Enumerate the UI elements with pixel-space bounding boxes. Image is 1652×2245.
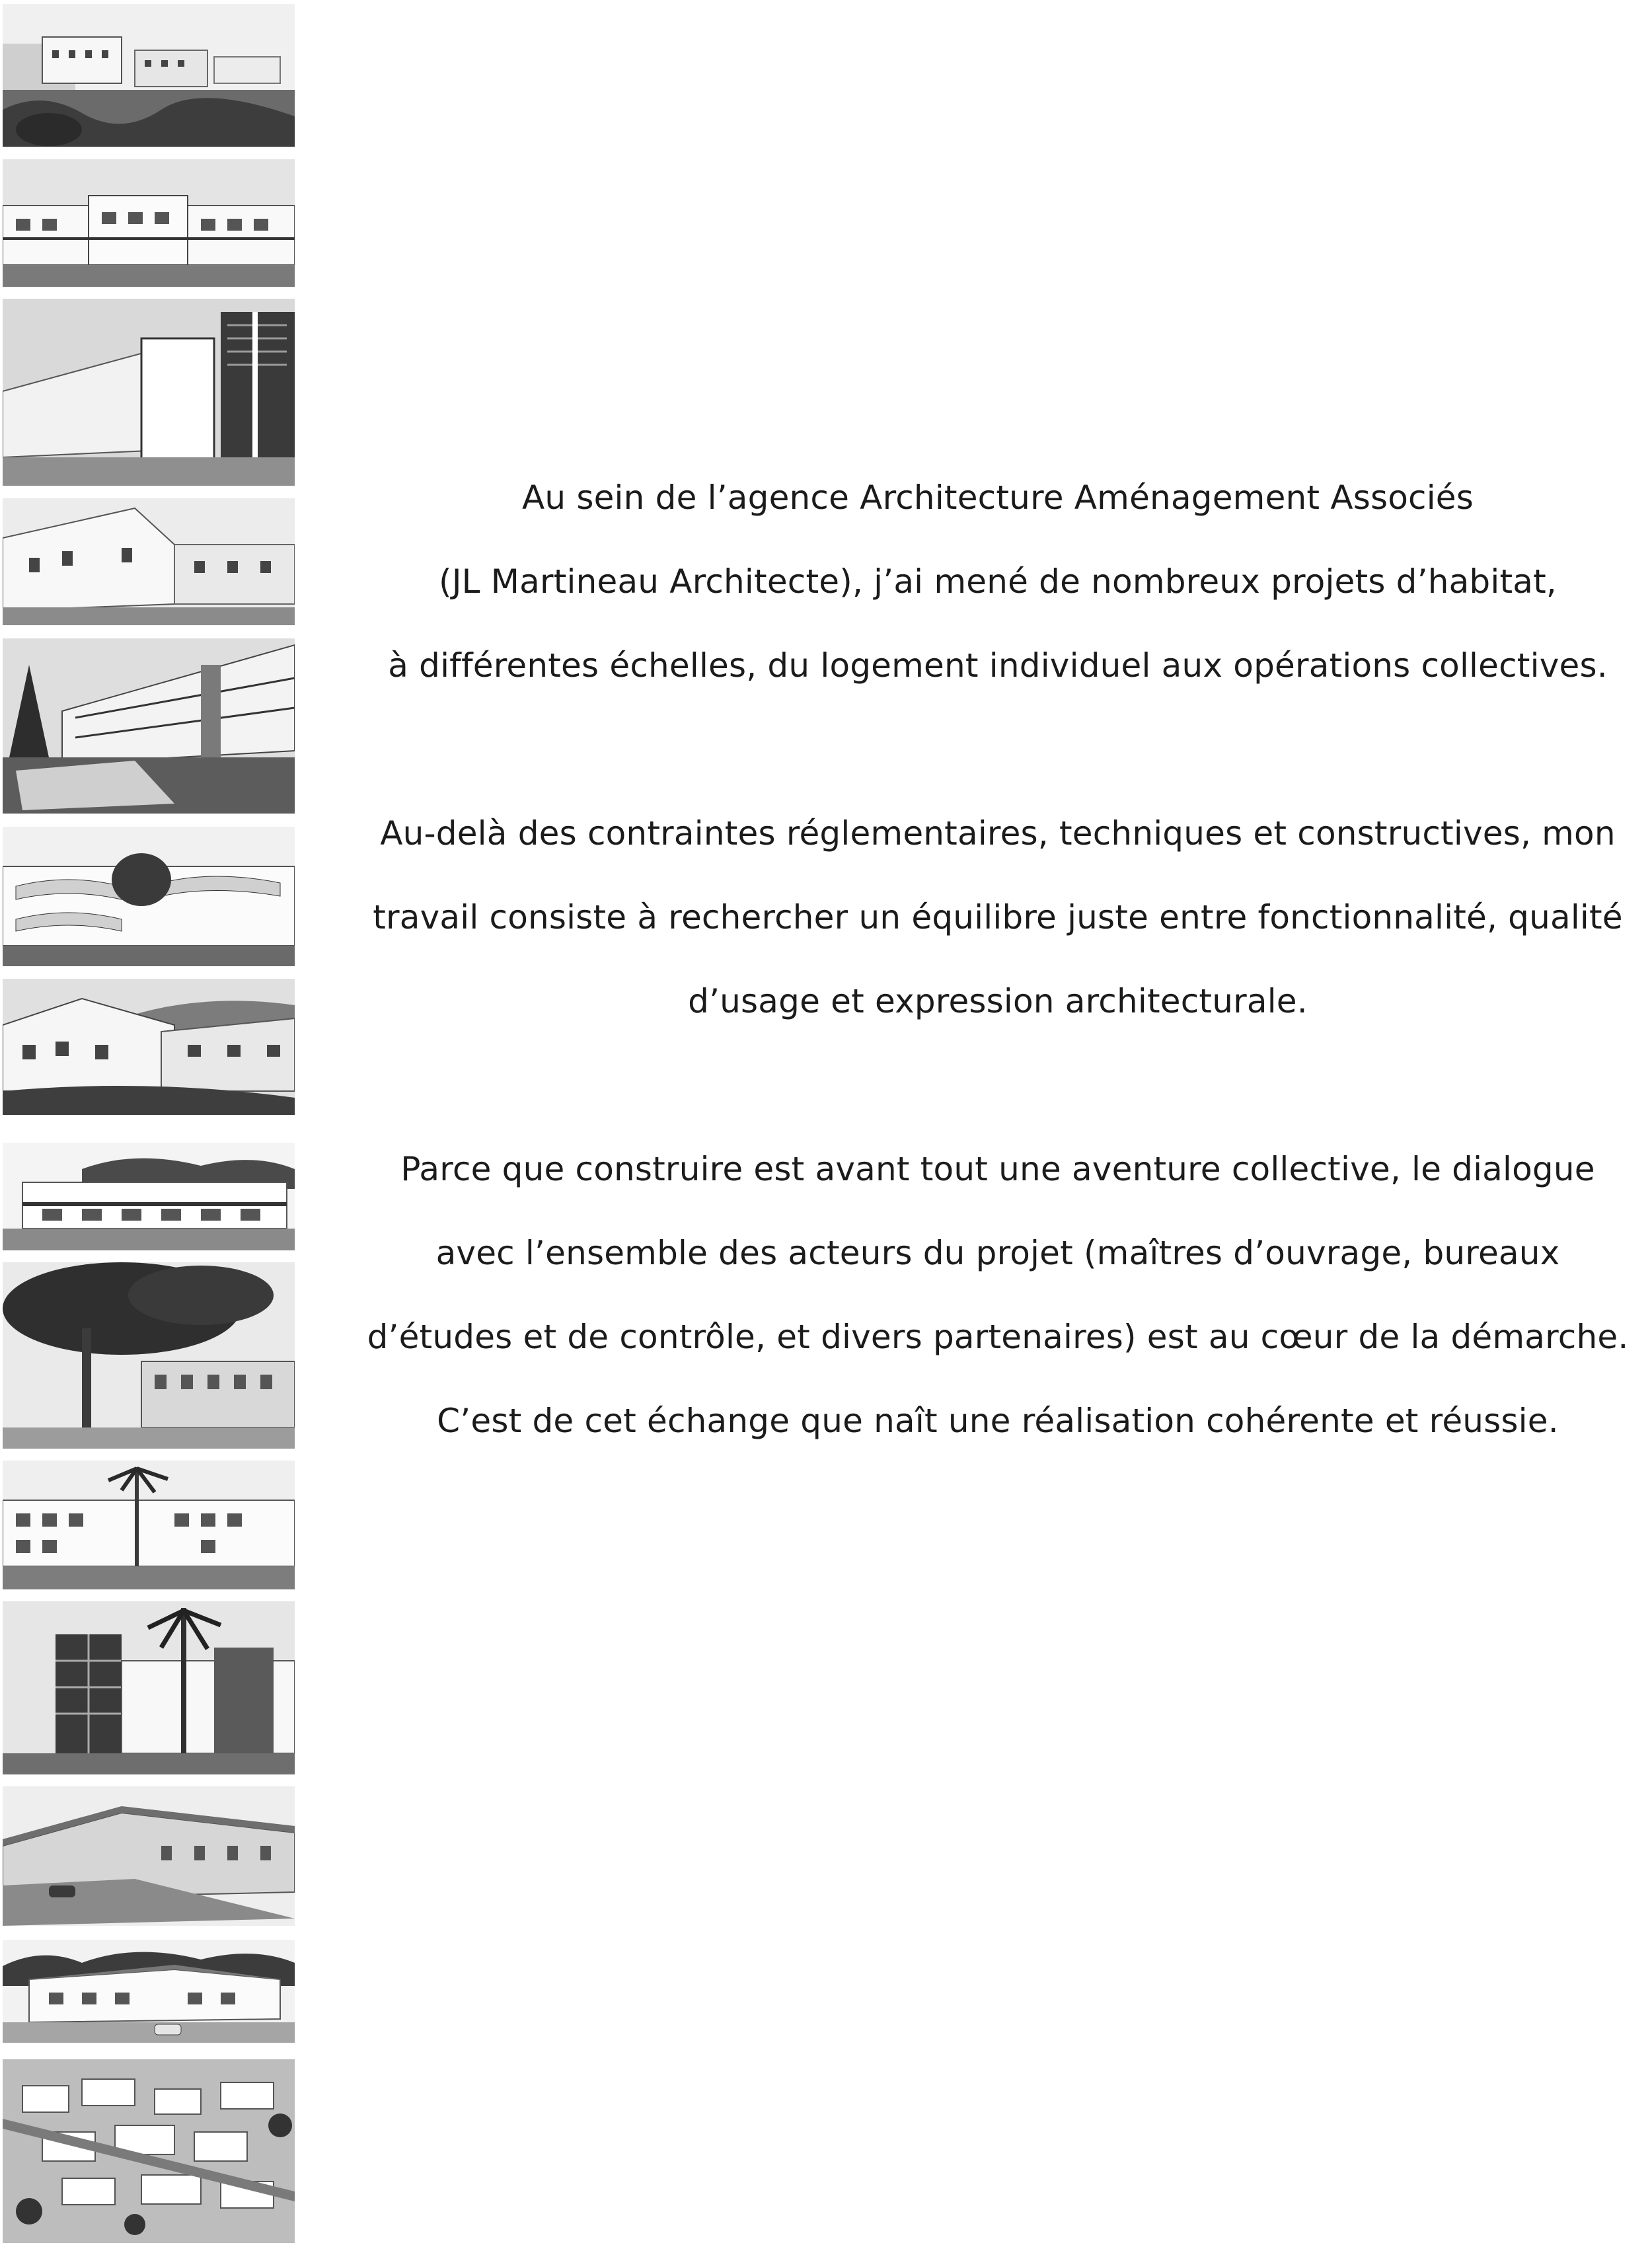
building-with-pool-photo: [3, 638, 295, 814]
apartment-building-photo: [3, 159, 295, 287]
palm-tree-residence-photo: [3, 1461, 295, 1589]
text-line: Au-delà des contraintes réglementaires, techniques et constructives, mon: [380, 814, 1616, 853]
text-line: d’études et de contrôle, et divers partenaires) est au cœur de la démarche.: [367, 1318, 1629, 1356]
text-line: d’usage et expression architecturale.: [688, 982, 1308, 1020]
text-line: à différentes échelles, du logement individuel aux opérations collectives.: [388, 646, 1608, 685]
pine-tree-square-photo: [3, 1262, 295, 1449]
housing-rendering-photo: [3, 1940, 295, 2043]
text-line: C’est de cet échange que naît une réalisation cohérente et réussie.: [437, 1402, 1559, 1440]
photo-strip: [3, 0, 295, 2245]
hillside-housing-photo: [3, 979, 295, 1115]
low-rise-housing-photo: [3, 1143, 295, 1250]
aerial-neighborhood-photo: [3, 2059, 295, 2243]
text-line: avec l’ensemble des acteurs du projet (maîtres d’ouvrage, bureaux: [435, 1234, 1560, 1272]
residential-complex-photo: [3, 4, 295, 147]
text-line: Parce que construire est avant tout une aventure collective, le dialogue: [400, 1150, 1595, 1188]
tower-with-palm-photo: [3, 1601, 295, 1774]
text-line: Au sein de l’agence Architecture Aménagement Associés: [521, 478, 1474, 517]
curved-balconies-photo: [3, 827, 295, 966]
text-line: (JL Martineau Architecte), j’ai mené de nombreux projets d’habitat,: [438, 562, 1557, 601]
paragraph-collaboration: [344, 1127, 1652, 1463]
street-housing-photo: [3, 1786, 295, 1926]
white-residence-photo: [3, 498, 295, 625]
paragraph-agency: [344, 456, 1652, 708]
modern-townhouses-photo: [3, 299, 295, 486]
paragraph-approach: [344, 792, 1652, 1044]
text-column: [344, 456, 1652, 1547]
text-line: travail consiste à rechercher un équilibre juste entre fonctionnalité, qualité: [373, 898, 1623, 936]
